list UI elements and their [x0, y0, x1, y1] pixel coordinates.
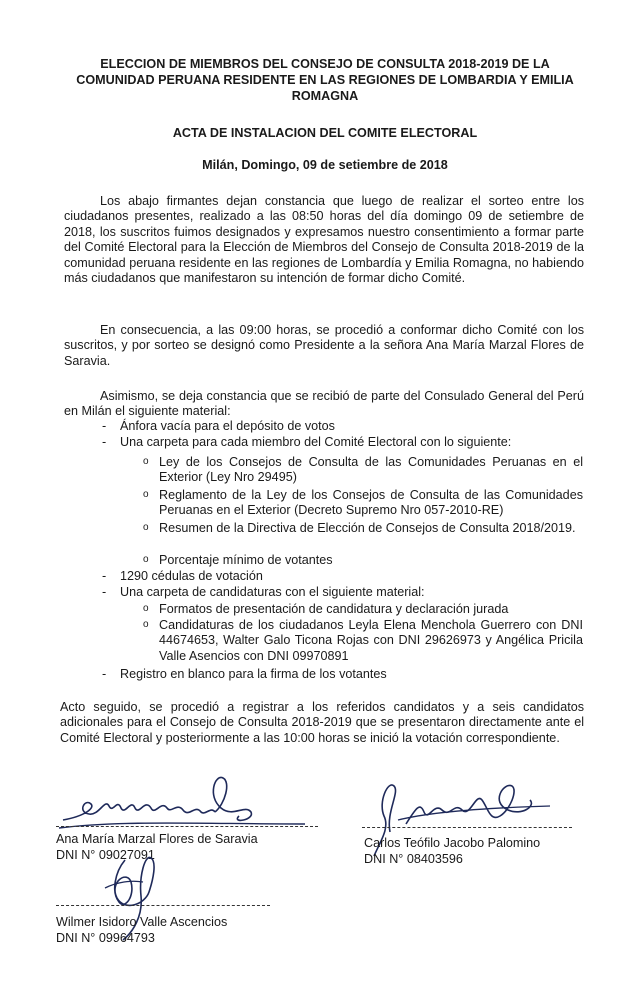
sublist-item-ley [143, 455, 583, 486]
paragraph-presidente: En consecuencia, a las 09:00 horas, se procedió a conformar dicho Comité con los suscritos, y por sorteo se designó como Presidente a la señora Ana María Marzal Flores de Saravia. [64, 323, 584, 368]
signature-line [56, 826, 318, 827]
sublist-item-text: Reglamento de la Ley de los Consejos de Consulta de las Comunidades Peruanas en el Exterior (Decreto Supremo Nro 057-2010-RE) [159, 488, 583, 518]
list-item-carpeta-candidaturas [102, 585, 582, 600]
list-item-text: Ánfora vacía para el depósito de votos [120, 419, 335, 433]
sublist-item-text: Formatos de presentación de candidatura y declaración jurada [159, 602, 509, 616]
list-item-text: Una carpeta de candidaturas con el siguiente material: [120, 585, 425, 599]
list-item-text: 1290 cédulas de votación [120, 569, 263, 583]
signature-line [56, 905, 270, 906]
list-item-text: Una carpeta para cada miembro del Comité Electoral con lo siguiente: [120, 435, 512, 449]
bullet-circle-icon: o [143, 619, 149, 630]
bullet-circle-icon: o [143, 603, 149, 614]
signer-3-dni: DNI N° 09964793 [56, 931, 155, 945]
sublist-item-reglamento [143, 488, 583, 519]
list-item-cedulas [102, 569, 582, 584]
dash-marker: - [102, 569, 107, 583]
dash-marker: - [102, 419, 107, 433]
sublist-item-text: Candidaturas de los ciudadanos Leyla Elena Menchola Guerrero con DNI 44674653, Walter Galo Ticona Rojas con DNI 29626973 y Angélica Pricila Valle Asencios con DNI 09970891 [159, 618, 583, 663]
dash-marker: - [102, 667, 107, 681]
dash-marker: - [102, 435, 107, 449]
signer-1-dni: DNI N° 09027091 [56, 848, 155, 862]
sublist-item-porcentaje [143, 553, 583, 568]
sublist-item-resumen-directiva [143, 521, 583, 536]
signer-3-name: Wilmer Isidoro Valle Ascencios [56, 915, 228, 929]
sublist-item-formatos [143, 602, 583, 617]
signer-1-name: Ana María Marzal Flores de Saravia [56, 832, 258, 846]
paragraph-material-intro: Asimismo, se deja constancia que se recibió de parte del Consulado General del Perú en Milán el siguiente material: [64, 389, 584, 419]
list-item-carpeta-miembros [102, 435, 582, 450]
sublist-item-candidaturas [143, 618, 583, 664]
document-title-line-3: ROMAGNA [291, 89, 359, 103]
bullet-circle-icon: o [143, 456, 149, 467]
dash-marker: - [102, 585, 107, 599]
paragraph-sorteo: Los abajo firmantes dejan constancia que luego de realizar el sorteo entre los ciudadanos presentes, realizado a las 08:50 horas del día domingo 09 de setiembre de 2018, los suscritos fuimos designados y expresamos nuestro consentimiento a formar parte del Comité Electoral para la Elección de Miembros del Consejo de Consulta 2018-2019 de la comunidad peruana residente en las regiones de Lombardía y Emilia Romagna, no habiendo más ciudadanos que manifestaron su intención de formar dicho Comité. [64, 194, 584, 286]
bullet-circle-icon: o [143, 554, 149, 565]
signature-line [362, 827, 572, 828]
list-item-registro [102, 667, 582, 682]
bullet-circle-icon: o [143, 489, 149, 500]
signature-ana-maria-icon [55, 768, 315, 838]
sublist-item-text: Resumen de la Directiva de Elección de Consejos de Consulta 2018/2019. [159, 521, 576, 535]
document-title-line-2: COMUNIDAD PERUANA RESIDENTE EN LAS REGIONES DE LOMBARDIA Y EMILIA [76, 73, 574, 87]
bullet-circle-icon: o [143, 522, 149, 533]
signer-2-dni: DNI N° 08403596 [364, 852, 463, 866]
paragraph-votacion: Acto seguido, se procedió a registrar a los referidos candidatos y a seis candidatos adicionales para el Consejo de Consulta 2018-2019 que se presentaron directamente ante el Comité Electoral y posteriormente a las 10:00 horas se inició la votación correspondiente. [60, 700, 584, 745]
list-item-anfora [102, 419, 582, 434]
sublist-item-text: Porcentaje mínimo de votantes [159, 553, 333, 567]
list-item-text: Registro en blanco para la firma de los votantes [120, 667, 387, 681]
place-date: Milán, Domingo, 09 de setiembre de 2018 [202, 158, 448, 172]
sublist-item-text: Ley de los Consejos de Consulta de las Comunidades Peruanas en el Exterior (Ley Nro 29495) [159, 455, 583, 485]
document-title-line-1: ELECCION DE MIEMBROS DEL CONSEJO DE CONSULTA 2018-2019 DE LA [100, 57, 550, 71]
acta-title: ACTA DE INSTALACION DEL COMITE ELECTORAL [172, 126, 478, 140]
signer-2-name: Carlos Teófilo Jacobo Palomino [364, 836, 541, 850]
